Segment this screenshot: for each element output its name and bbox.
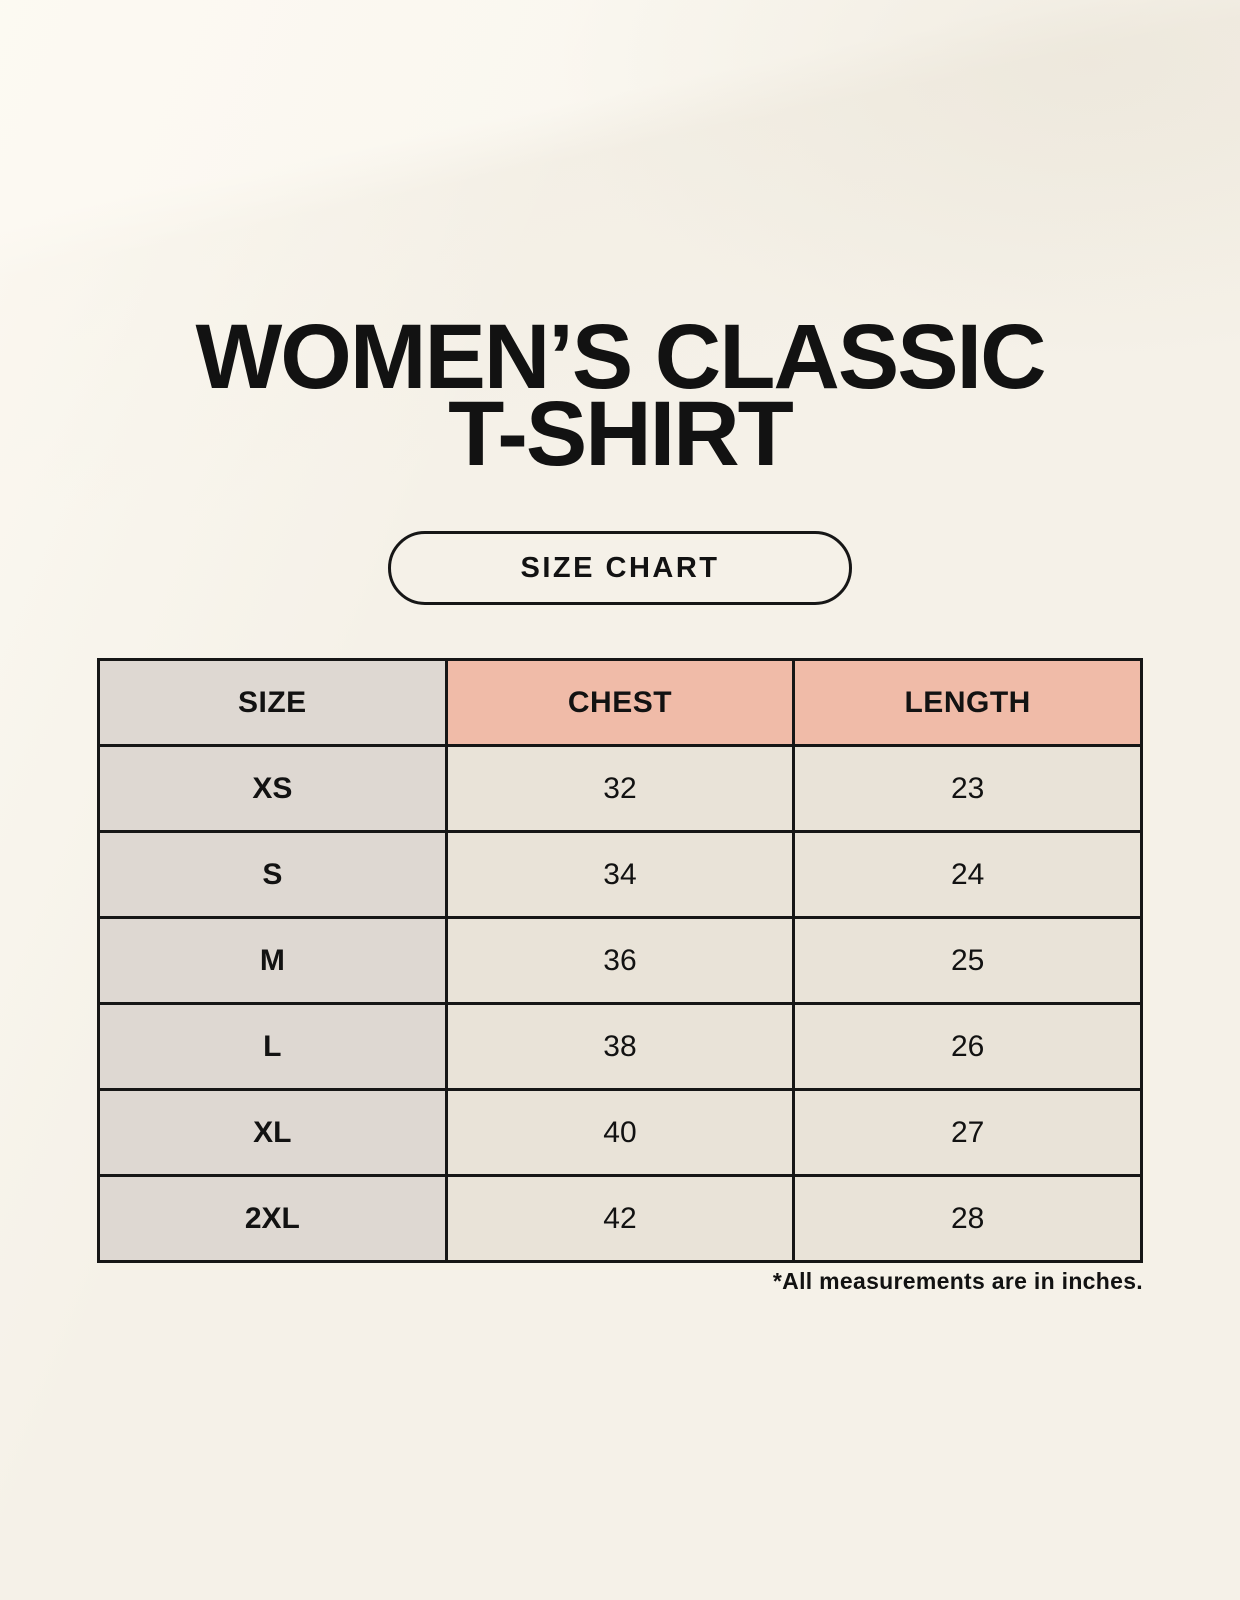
table-row [99,746,1142,832]
size-table [97,658,1143,1263]
header-size: SIZE [99,660,447,746]
length-value: 26 [794,1004,1142,1090]
chest-value: 38 [446,1004,794,1090]
chest-value: 32 [446,746,794,832]
header-length: LENGTH [794,660,1142,746]
chest-value: 34 [446,832,794,918]
page-title [0,306,1240,485]
size-table-header-row [99,660,1142,746]
table-row [99,832,1142,918]
page-title-line1: WOMEN’S CLASSIC [195,306,1045,408]
table-row [99,1004,1142,1090]
table-row [99,1090,1142,1176]
length-value: 23 [794,746,1142,832]
page-title-line2: T-SHIRT [448,383,792,485]
size-label: M [99,918,447,1004]
size-label: 2XL [99,1176,447,1262]
length-value: 28 [794,1176,1142,1262]
chest-value: 36 [446,918,794,1004]
size-label: S [99,832,447,918]
length-value: 24 [794,832,1142,918]
chest-value: 42 [446,1176,794,1262]
size-chart-button-label: SIZE CHART [520,551,720,584]
header-chest: CHEST [446,660,794,746]
length-value: 25 [794,918,1142,1004]
chest-value: 40 [446,1090,794,1176]
length-value: 27 [794,1090,1142,1176]
size-chart-button[interactable] [388,531,852,605]
table-row [99,1176,1142,1262]
size-label: XL [99,1090,447,1176]
size-label: L [99,1004,447,1090]
size-label: XS [99,746,447,832]
table-row [99,918,1142,1004]
measurements-footnote: *All measurements are in inches. [772,1268,1143,1294]
